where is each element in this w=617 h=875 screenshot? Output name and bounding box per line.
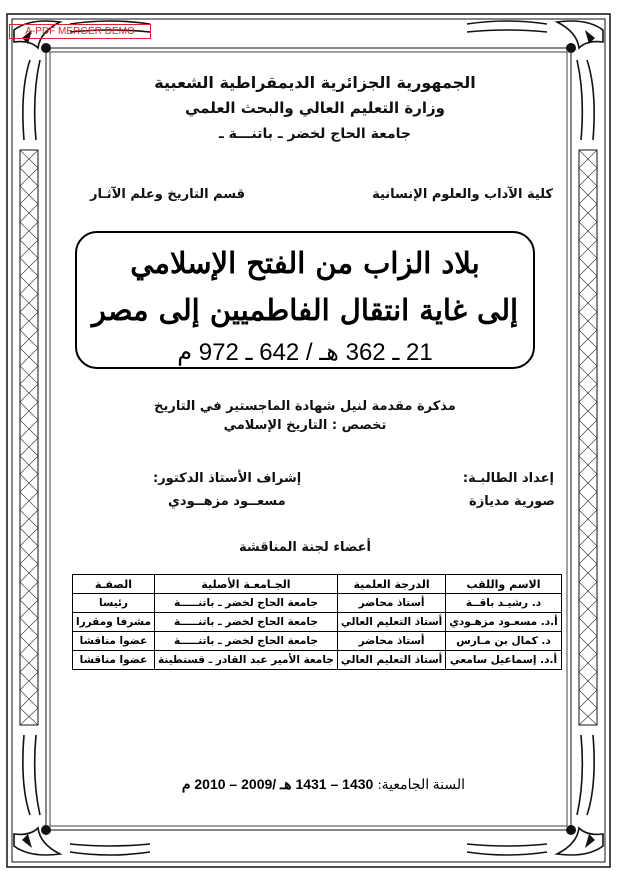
table-cell: د. رشيـد باقــة <box>446 594 561 613</box>
table-cell: عضوا مناقشا <box>73 651 155 670</box>
academic-year-label: السنة الجامعية: <box>377 778 465 793</box>
table-row <box>73 632 562 651</box>
student-label: إعداد الطالبـة: <box>462 471 554 486</box>
column-header: الدرجة العلمية <box>337 575 445 594</box>
student-name: صورية مديازة <box>469 494 555 509</box>
thesis-description: مذكرة مقدمة لنيل شهادة الماجستير في التاريخ <box>154 399 456 414</box>
table-cell: أستاذ محاضر <box>337 632 445 651</box>
table-cell: أستاذ التعليم العالي <box>337 651 445 670</box>
faculty-label: كلية الآداب والعلوم الإنسانية <box>372 187 553 202</box>
academic-year <box>165 776 465 794</box>
column-header: الاسم واللقب <box>446 575 561 594</box>
thesis-date-range: 21 ـ 362 هـ / 642 ـ 972 م <box>177 339 433 366</box>
ministry-header: وزارة التعليم العالي والبحث العلمي <box>184 99 446 117</box>
table-cell: جامعة الحاج لخضر ـ باتنـــــة <box>154 632 337 651</box>
column-header: الجـامعـة الأصلية <box>154 575 337 594</box>
supervisor-label: إشراف الأستاذ الدكتور: <box>153 471 302 486</box>
thesis-title-line-2: إلى غاية انتقال الفاطميين إلى مصر <box>91 293 519 327</box>
table-cell: أ.د. إسماعيل سامعي <box>446 651 561 670</box>
department-label: قسم التاريخ وعلم الآثـار <box>90 187 246 202</box>
university-header: جامعة الحاج لخضر ـ باتنـــة ـ <box>218 126 412 142</box>
table-row <box>73 613 562 632</box>
committee-table <box>72 574 562 670</box>
table-row <box>73 594 562 613</box>
table-row <box>73 651 562 670</box>
table-cell: أستاذ محاضر <box>337 594 445 613</box>
table-cell: جامعة الحاج لخضر ـ باتنـــــة <box>154 613 337 632</box>
table-cell: د. كمال بن مـارس <box>446 632 561 651</box>
table-cell: أستاذ التعليم العالي <box>337 613 445 632</box>
column-header: الصفـة <box>73 575 155 594</box>
table-cell: جامعة الأمير عبد القادر ـ قسنطينة <box>154 651 337 670</box>
committee-heading: أعضاء لجنة المناقشة <box>238 540 372 555</box>
table-cell: مشرفا ومقررا <box>73 613 155 632</box>
table-cell: جامعة الحاج لخضر ـ باتنـــــة <box>154 594 337 613</box>
table-header-row <box>73 575 562 594</box>
academic-year-value: 1430 – 1431 هـ /2009 – 2010 م <box>181 776 374 792</box>
thesis-specialty: تخصص : التاريخ الإسلامي <box>223 418 387 433</box>
thesis-title-line-1: بلاد الزاب من الفتح الإسلامي <box>130 246 480 280</box>
table-cell: عضوا مناقشا <box>73 632 155 651</box>
watermark-stamp: A-PDF MERGER DEMO <box>9 24 151 39</box>
table-cell: أ.د. مسعـود مزهـودي <box>446 613 561 632</box>
supervisor-name: مسعــود مزهــودي <box>168 494 286 509</box>
republic-header: الجمهورية الجزائرية الديمقراطية الشعبية <box>154 73 476 92</box>
table-cell: رئيسا <box>73 594 155 613</box>
